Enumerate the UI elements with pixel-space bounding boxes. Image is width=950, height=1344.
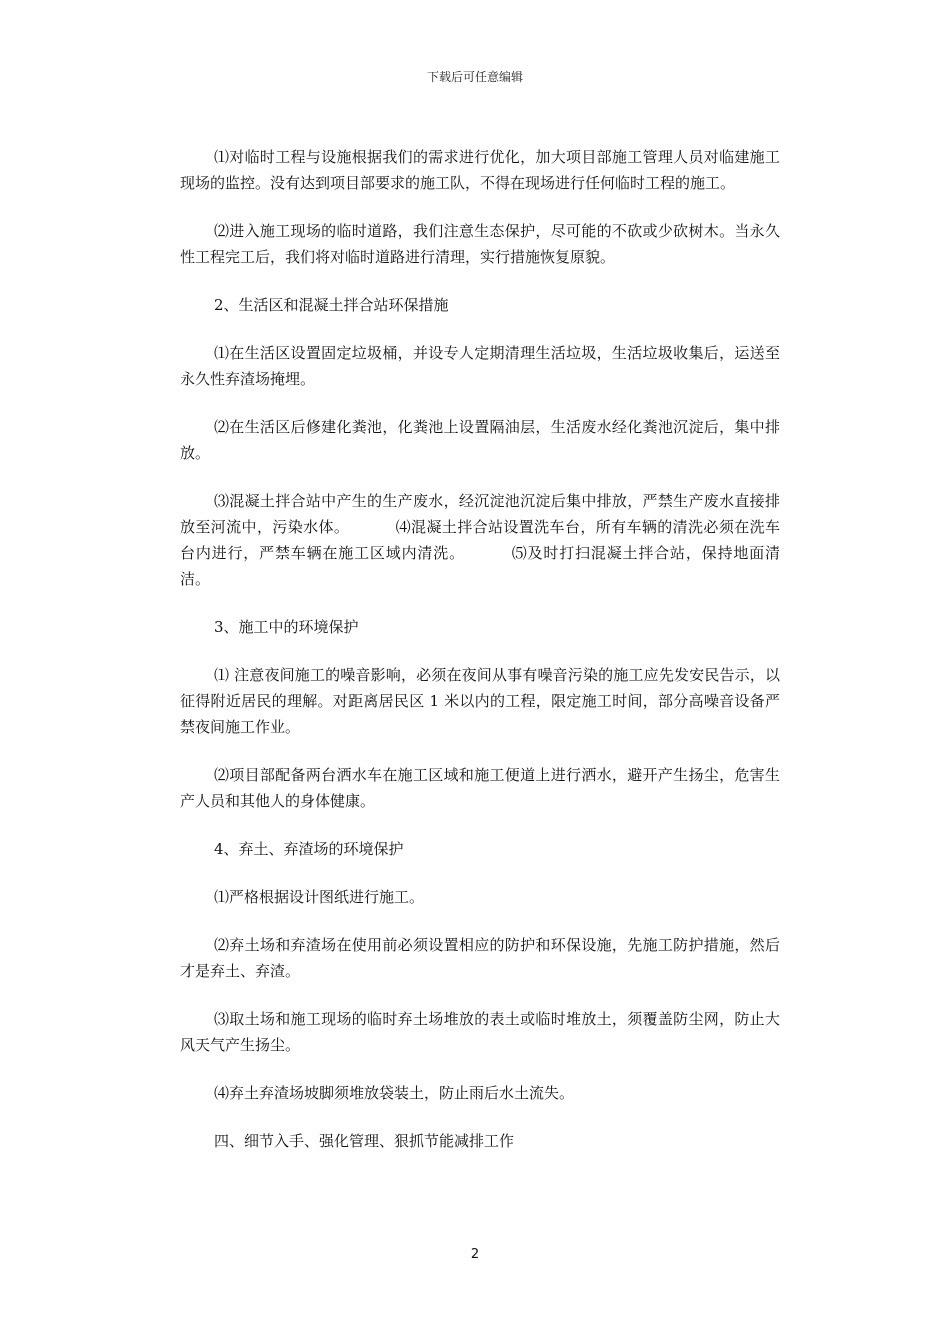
paragraph: ⑴对临时工程与设施根据我们的需求进行优化，加大项目部施工管理人员对临建施工现场的监控。没有达到项目部要求的施工队，不得在现场进行任何临时工程的施工。 — [180, 148, 780, 192]
paragraph: ⑶取土场和施工现场的临时弃土场堆放的表土或临时堆放土，须覆盖防尘网，防止大风天气产生扬尘。 — [180, 1010, 780, 1054]
section-heading: 2、生活区和混凝土拌合站环保措施 — [214, 296, 449, 314]
paragraph: ⑷弃土弃渣场坡脚须堆放袋装土，防止雨后水土流失。 — [214, 1084, 575, 1102]
paragraph-combined — [180, 488, 780, 592]
section-heading: 3、施工中的环境保护 — [214, 618, 359, 636]
paragraph: ⑴在生活区设置固定垃圾桶，并设专人定期清理生活垃圾，生活垃圾收集后，运送至永久性弃渣场掩埋。 — [180, 344, 780, 388]
section-heading: 四、细节入手、强化管理、狠抓节能减排工作 — [214, 1132, 515, 1150]
page-number: 2 — [470, 1247, 480, 1262]
paragraph-part: ⑶混凝土拌合站中产生的生产废水，经沉淀池沉淀后集中排放，严禁生产废水直接排放至河流中，污染水体。 — [180, 492, 780, 536]
paragraph: ⑴严格根据设计图纸进行施工。 — [214, 888, 425, 906]
document-body — [180, 144, 780, 1176]
paragraph-part: ⑸及时打扫混凝土拌合站，保持地面清洁。 — [180, 544, 780, 588]
page-header: 下载后可任意编辑 — [426, 70, 523, 84]
section-heading: 4、弃土、弃渣场的环境保护 — [214, 840, 404, 858]
paragraph: ⑵项目部配备两台洒水车在施工区域和施工便道上进行洒水，避开产生扬尘，危害生产人员和其他人的身体健康。 — [180, 766, 780, 810]
paragraph: ⑵在生活区后修建化粪池，化粪池上设置隔油层，生活废水经化粪池沉淀后，集中排放。 — [180, 418, 780, 462]
paragraph: ⑵进入施工现场的临时道路，我们注意生态保护，尽可能的不砍或少砍树木。当永久性工程完工后，我们将对临时道路进行清理，实行措施恢复原貌。 — [180, 222, 780, 266]
paragraph: ⑵弃土场和弃渣场在使用前必须设置相应的防护和环保设施，先施工防护措施，然后才是弃土、弃渣。 — [180, 936, 780, 980]
paragraph-part: ⑷混凝土拌合站设置洗车台，所有车辆的清洗必须在洗车台内进行，严禁车辆在施工区域内清洗。 — [180, 518, 780, 562]
paragraph: ⑴ 注意夜间施工的噪音影响，必须在夜间从事有噪音污染的施工应先发安民告示，以征得附近居民的理解。对距离居民区 1 米以内的工程，限定施工时间，部分高噪音设备严禁夜间施工作业。 — [180, 666, 780, 736]
